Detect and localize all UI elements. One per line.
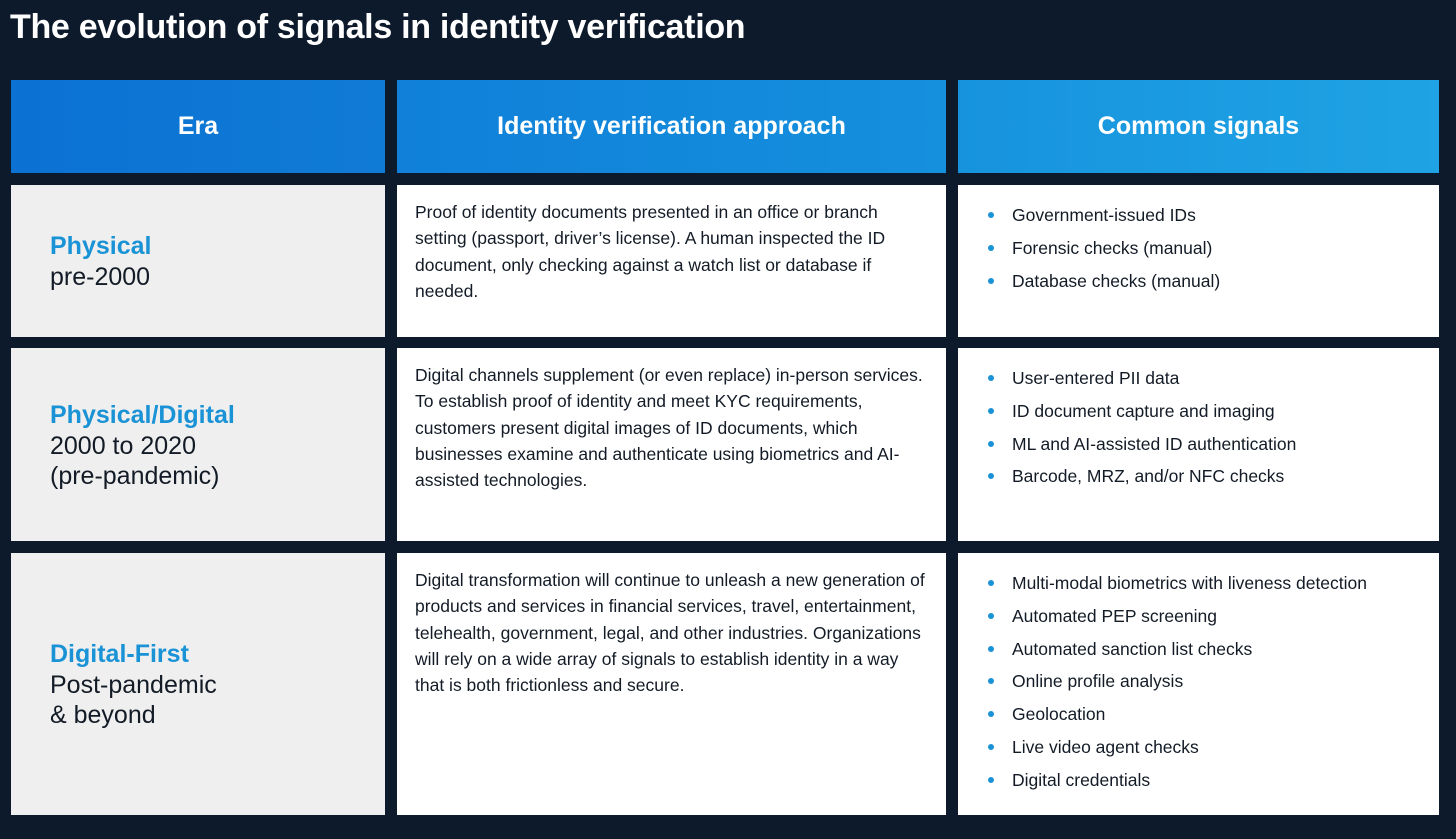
signal-item xyxy=(988,199,1439,232)
signal-item xyxy=(988,362,1439,395)
signal-label: Geolocation xyxy=(1012,704,1106,725)
approach-text: Digital channels supplement (or even replace) in-person services. To establish proof of identity and meet KYC requirements, customers present digital images of ID documents, which businesses examine and authenticate using biometrics and AI-assisted technologies. xyxy=(415,365,923,491)
bullet-icon xyxy=(988,212,994,218)
era-name: Physical/Digital xyxy=(50,400,235,429)
signals-cell-physical-digital xyxy=(958,348,1439,541)
bullet-icon xyxy=(988,678,994,684)
signal-item xyxy=(988,395,1439,428)
era-cell-physical-digital xyxy=(11,348,385,541)
era-name: Digital-First xyxy=(50,640,189,668)
bullet-icon xyxy=(988,441,994,447)
signals-list xyxy=(988,199,1439,297)
approach-cell-physical xyxy=(397,185,946,337)
signal-item xyxy=(988,265,1439,298)
signal-label: User-entered PII data xyxy=(1012,368,1180,388)
signal-label: ID document capture and imaging xyxy=(1012,400,1275,421)
signal-item xyxy=(988,698,1439,731)
signal-item xyxy=(988,633,1439,666)
bullet-icon xyxy=(988,408,994,414)
approach-cell-physical-digital xyxy=(397,348,946,541)
signal-item xyxy=(988,764,1439,797)
signal-item xyxy=(988,731,1439,764)
era-cell-digital-first xyxy=(11,553,385,815)
era-period: Post-pandemic & beyond xyxy=(50,671,217,729)
signals-list xyxy=(988,362,1439,493)
column-header-era-label: Era xyxy=(177,112,219,140)
bullet-icon xyxy=(988,744,994,750)
signals-list xyxy=(988,567,1439,797)
signals-cell-physical xyxy=(958,185,1439,337)
column-header-approach-label: Identity verification approach xyxy=(497,112,846,140)
signal-label: Multi-modal biometrics with liveness detection xyxy=(1012,573,1367,593)
signal-label: ML and AI-assisted ID authentication xyxy=(1012,433,1297,454)
bullet-icon xyxy=(988,711,994,717)
page-title: The evolution of signals in identity verification xyxy=(10,8,746,46)
signal-label: Online profile analysis xyxy=(1012,671,1184,692)
approach-text: Digital transformation will continue to unleash a new generation of products and services in financial services, travel, entertainment, telehealth, government, legal, and other industries. Organizations will rely on a wide array of signals to establish identity in a way that is both frictionless and secure. xyxy=(415,570,925,696)
era-period: pre-2000 xyxy=(50,263,151,291)
signal-item xyxy=(988,665,1439,698)
bullet-icon xyxy=(988,278,994,284)
signals-cell-digital-first xyxy=(958,553,1439,815)
era-name: Physical xyxy=(50,232,152,260)
bullet-icon xyxy=(988,375,994,381)
signal-label: Government-issued IDs xyxy=(1012,205,1196,225)
signal-item xyxy=(988,567,1439,600)
column-header-signals-label: Common signals xyxy=(1097,112,1300,140)
signal-label: Database checks (manual) xyxy=(1012,270,1221,291)
signal-item xyxy=(988,460,1439,493)
signal-label: Digital credentials xyxy=(1012,769,1151,790)
signal-label: Forensic checks (manual) xyxy=(1012,237,1213,258)
column-header-era xyxy=(11,80,385,173)
bullet-icon xyxy=(988,646,994,652)
bullet-icon xyxy=(988,777,994,783)
signal-item xyxy=(988,600,1439,633)
signal-item xyxy=(988,232,1439,265)
bullet-icon xyxy=(988,473,994,479)
signal-item xyxy=(988,428,1439,461)
approach-text: Proof of identity documents presented in an office or branch setting (passport, driver’s license). A human inspected the ID document, only checking against a watch list or database if needed. xyxy=(415,202,886,301)
signal-label: Automated sanction list checks xyxy=(1012,638,1253,659)
signal-label: Live video agent checks xyxy=(1012,736,1199,757)
column-header-approach xyxy=(397,80,946,173)
column-header-signals xyxy=(958,80,1439,173)
signal-label: Automated PEP screening xyxy=(1012,605,1217,626)
era-cell-physical xyxy=(11,185,385,337)
bullet-icon xyxy=(988,613,994,619)
bullet-icon xyxy=(988,245,994,251)
bullet-icon xyxy=(988,580,994,586)
approach-cell-digital-first xyxy=(397,553,946,815)
era-period: 2000 to 2020 (pre-pandemic) xyxy=(50,431,220,490)
signal-label: Barcode, MRZ, and/or NFC checks xyxy=(1012,466,1285,487)
